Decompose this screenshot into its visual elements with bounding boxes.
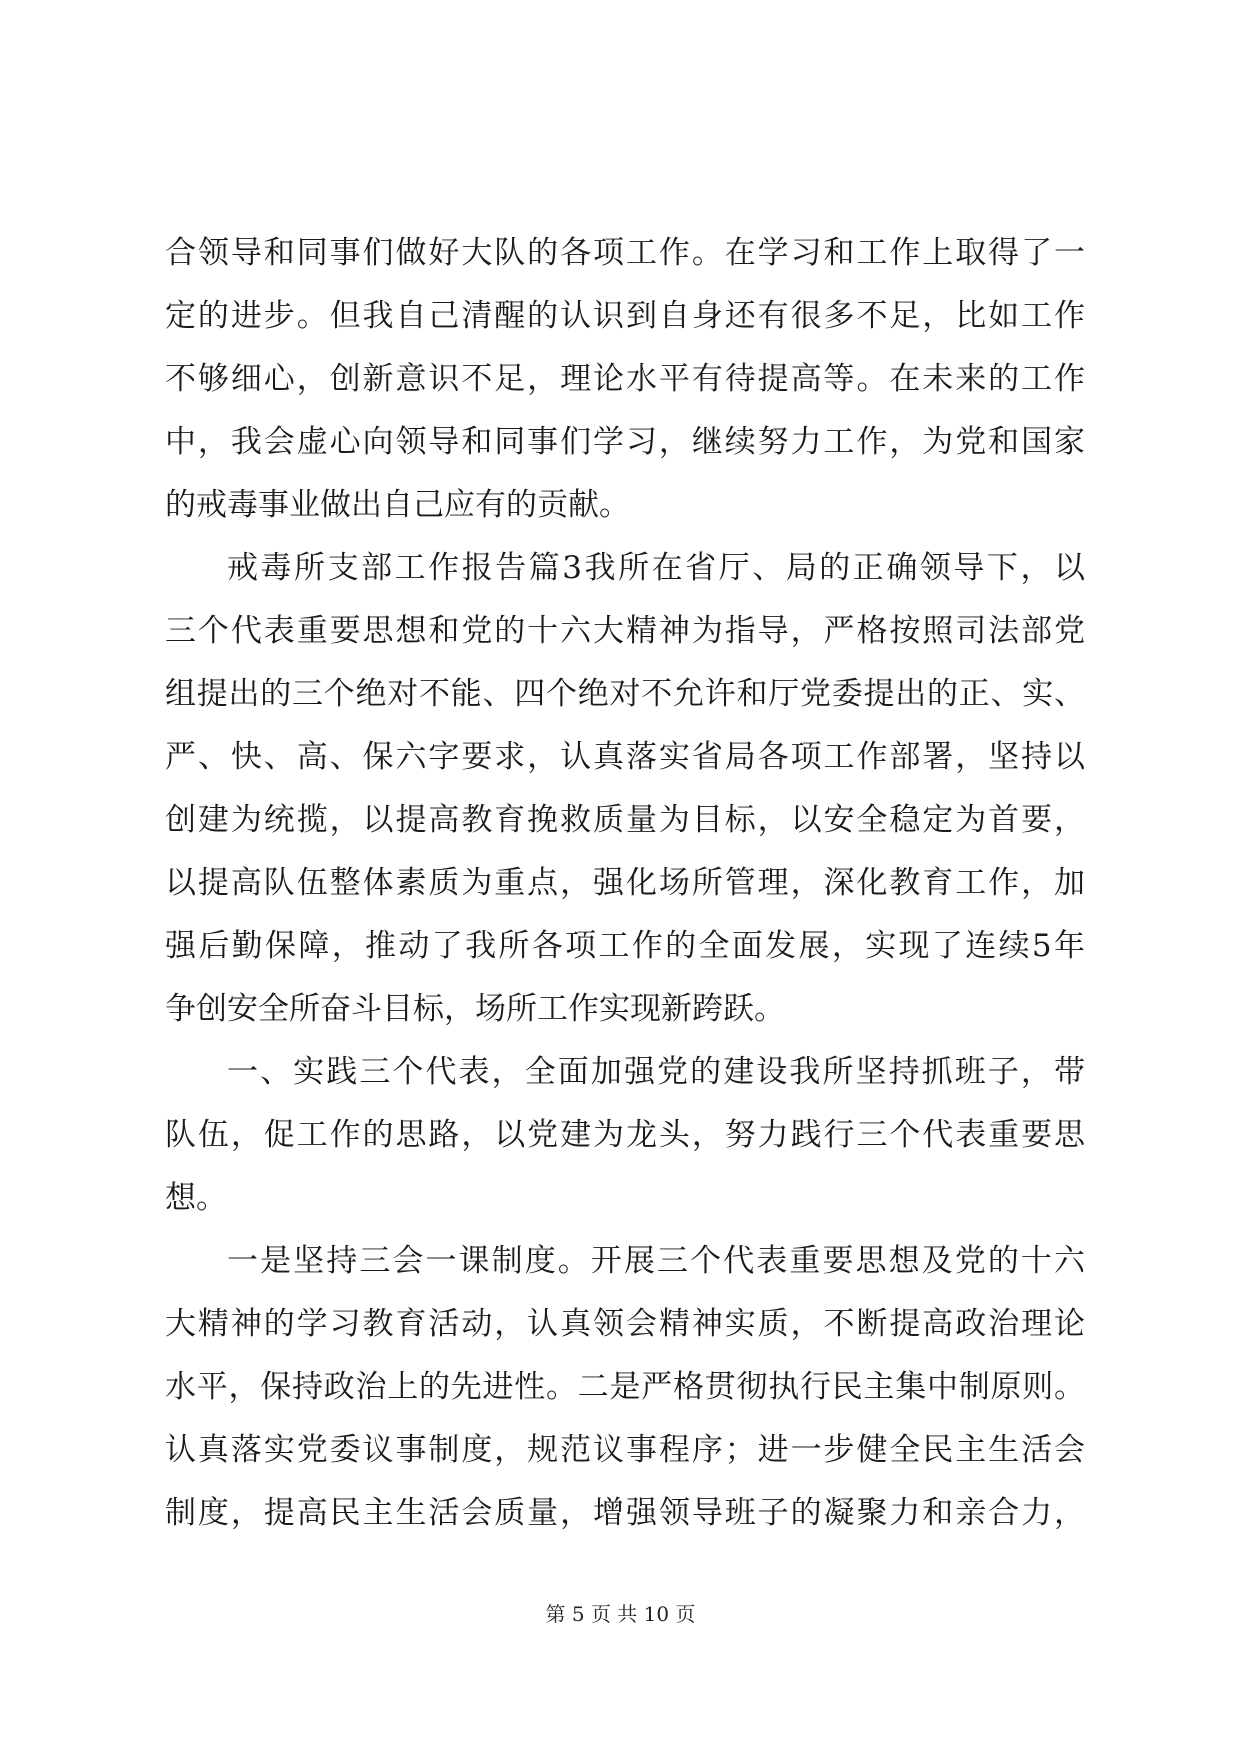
text-line: 想。 bbox=[165, 1180, 227, 1216]
text-line: 定的进步。但我自己清醒的认识到自身还有很多不足，比如工作 bbox=[165, 298, 1085, 334]
text-line: 不够细心，创新意识不足，理论水平有待提高等。在未来的工作 bbox=[165, 361, 1085, 397]
text-line: 认真落实党委议事制度，规范议事程序；进一步健全民主生活会 bbox=[165, 1432, 1085, 1468]
paragraph-first-line: 戒毒所支部工作报告篇3我所在省厅、局的正确领导下，以 bbox=[227, 550, 1085, 586]
text-line: 严、快、高、保六字要求，认真落实省局各项工作部署，坚持以 bbox=[165, 739, 1085, 775]
text-line: 三个代表重要思想和党的十六大精神为指导，严格按照司法部党 bbox=[165, 613, 1085, 649]
text-line: 大精神的学习教育活动，认真领会精神实质，不断提高政治理论 bbox=[165, 1306, 1085, 1342]
text-line: 的戒毒事业做出自己应有的贡献。 bbox=[165, 487, 630, 523]
text-line: 组提出的三个绝对不能、四个绝对不允许和厅党委提出的正、实、 bbox=[165, 676, 1085, 712]
text-line: 强后勤保障，推动了我所各项工作的全面发展，实现了连续5年 bbox=[165, 928, 1085, 964]
page-number-footer: 第 5 页 共 10 页 bbox=[545, 1602, 696, 1626]
text-line: 争创安全所奋斗目标，场所工作实现新跨跃。 bbox=[165, 991, 785, 1027]
text-line: 队伍，促工作的思路，以党建为龙头，努力践行三个代表重要思 bbox=[165, 1117, 1085, 1153]
paragraph-first-line: 一是坚持三会一课制度。开展三个代表重要思想及党的十六 bbox=[227, 1243, 1085, 1279]
paragraph-first-line: 一、实践三个代表，全面加强党的建设我所坚持抓班子，带 bbox=[227, 1054, 1085, 1090]
text-line: 中，我会虚心向领导和同事们学习，继续努力工作，为党和国家 bbox=[165, 424, 1085, 460]
text-line: 合领导和同事们做好大队的各项工作。在学习和工作上取得了一 bbox=[165, 235, 1085, 271]
document-body bbox=[165, 222, 1085, 1545]
text-line: 制度，提高民主生活会质量，增强领导班子的凝聚力和亲合力， bbox=[165, 1495, 1085, 1531]
text-line: 水平，保持政治上的先进性。二是严格贯彻执行民主集中制原则。 bbox=[165, 1369, 1085, 1405]
text-line: 创建为统揽，以提高教育挽救质量为目标，以安全稳定为首要， bbox=[165, 802, 1085, 838]
text-line: 以提高队伍整体素质为重点，强化场所管理，深化教育工作，加 bbox=[165, 865, 1085, 901]
